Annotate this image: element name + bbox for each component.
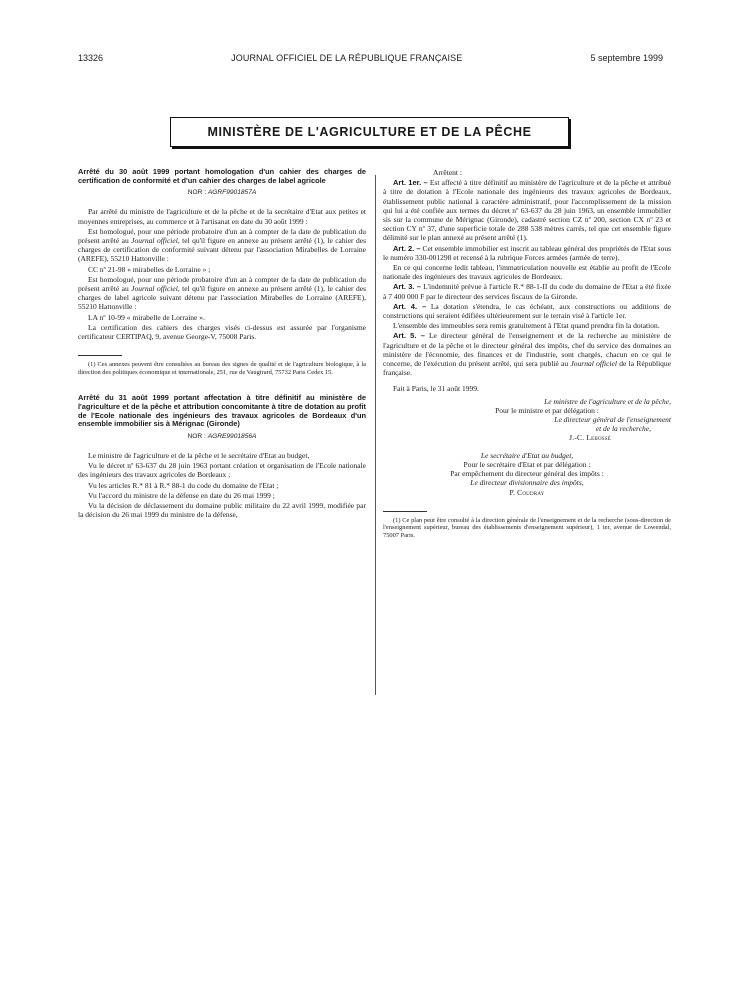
journal-officiel-ref: Journal officiel	[570, 359, 617, 369]
signature-block-minister	[383, 397, 671, 443]
page-number: 13326	[78, 53, 104, 63]
article-2: Art. 2. – Cet ensemble immobilier est inscrit au tableau général des propriétés de l'Etat sous le numéro 330-001298 et recensé à la rubrique Forces armées (armée de terre).	[383, 243, 671, 262]
footnote-rule	[383, 511, 427, 512]
ministry-heading	[170, 117, 569, 147]
article-1: Art. 1er. – Est affecté à titre définitif au ministère de l'agriculture et de la pêche et attribué à titre de dotation à l'Ecole nationale des ingénieurs des travaux agricoles de Bordeaux, établissement public national à caractère administratif, pour l'accomplissement de la mission qui lui a été confiée aux termes du décret nº 63-637 du 28 juin 1963, un ensemble immobilier sis sur la commune de Mérignac (Gironde), cadastré section CZ nº 200, section CX nº 23 et section CY nº 37, d'une superficie totale de 288 538 mètres carrés, tel que cet ensemble figure délimité sur le plan annexé au présent arrêté (1).	[383, 178, 672, 243]
signatory-name: J.-C. Lebossé	[569, 433, 611, 443]
arrete2-nor	[78, 432, 366, 441]
arrete1-nor	[78, 188, 366, 197]
article-2-continued: En ce qui concerne ledit tableau, l'immatriculation nouvelle est établie au profit de l'Ecole nationale des ingénieurs des travaux agricoles de Bordeaux.	[383, 263, 671, 282]
arrete1-paragraph: LA nº 10-99 « mirabelle de Lorraine ».	[88, 312, 205, 322]
arrete1-paragraph: Est homologué, pour une période probatoire d'un an à compter de la date de publication du présent arrêté au Journal officiel, tel qu'il figure en annexe au présent arrêté (1), le cahier des charges de certification de conformité suivant détenu par l'association Mirabelles de Lorraine (AREFE), 55210 Hattonville :	[78, 226, 366, 264]
article-label: Art. 3. –	[393, 282, 421, 292]
article-3: Art. 3. – L'indemnité prévue à l'article R.* 88-1-II du code du domaine de l'Etat a été fixée à 7 400 000 F par le directeur des services fiscaux de la Gironde.	[383, 282, 671, 301]
arrete1-paragraph: CC nº 21-98 « mirabelles de Lorraine » ;	[88, 264, 211, 274]
article-label: Art. 5. –	[393, 331, 425, 341]
nor-code: AGRF9901857A	[207, 189, 257, 197]
nor-code: AGRE9901856A	[207, 432, 257, 440]
article-label: Art. 1er. –	[393, 178, 428, 188]
signatory-empechement: Par empêchement du directeur général des impôts :	[450, 469, 604, 479]
right-column	[383, 168, 671, 539]
publication-date: 5 septembre 1999	[590, 53, 663, 63]
journal-officiel-ref: Journal officiel	[131, 236, 178, 245]
journal-officiel-ref: Journal officiel	[131, 284, 178, 294]
left-column	[78, 168, 366, 520]
arrete1-footnote: (1) Ces annexes peuvent être consultées au bureau des signes de qualité et de l'agriculture biologique, à la direction des politiques économique et internationale, 251, rue de Vaugirard, 75732 Paris Cedex 15.	[78, 361, 366, 376]
article-4-continued: L'ensemble des immeubles sera remis gratuitement à l'Etat quand prendra fin la dotation.	[393, 321, 660, 331]
arrete1-paragraph: La certification des cahiers des charges visés ci-dessus est assurée par l'organisme certificateur CERTIPAQ, 9, avenue George-V, 75008 Paris.	[78, 322, 366, 342]
article-4: Art. 4. – La dotation s'étendra, le cas échéant, aux constructions ou additions de constructions qui seraient édifiées ultérieurement sur le terrain visé à l'article 1er.	[383, 301, 671, 321]
right-footnote: (1) Ce plan peut être consulté à la direction générale de l'enseignement et de la recherche (sous-direction de l'enseignement supérieur, bureau des établissements d'enseignement supérieur), 1 ter, avenue de Lowendal, 75007 Paris.	[383, 516, 671, 539]
signatory-name: P. Coudray	[509, 487, 545, 497]
signatory-title: Le directeur général de l'enseignement	[554, 415, 671, 425]
arrete2-paragraph: Vu l'accord du ministre de la défense en date du 26 mai 1999 ;	[88, 490, 275, 500]
article-label: Art. 2. –	[393, 243, 421, 253]
article-label: Art. 4. –	[393, 301, 427, 311]
arretent: Arrêtent :	[433, 168, 462, 177]
signatory-title: et de la recherche,	[595, 424, 651, 434]
signatory-role: Le ministre de l'agriculture et de la pêche,	[544, 396, 671, 406]
column-divider	[375, 175, 376, 695]
signatory-delegation: Pour le ministre et par délégation :	[495, 405, 599, 415]
signatory-delegation: Pour le secrétaire d'Etat et par délégation :	[463, 459, 591, 469]
nor-label: NOR :	[187, 432, 206, 440]
ministry-title: MINISTÈRE DE L'AGRICULTURE ET DE LA PÊCHE	[207, 125, 532, 139]
signatory-title: Le directeur divisionnaire des impôts,	[470, 478, 584, 488]
nor-label: NOR :	[187, 189, 207, 197]
fait-a-paris: Fait à Paris, le 31 août 1999.	[393, 384, 479, 394]
arrete2-paragraph: Vu la décision de déclassement du domaine public militaire du 22 avril 1999, modifiée par la décision du 26 mai 1999 du ministre de la défense,	[78, 501, 366, 520]
journal-title: JOURNAL OFFICIEL DE LA RÉPUBLIQUE FRANÇAISE	[231, 53, 463, 63]
signature-block-budget	[383, 451, 671, 497]
article-5: Art. 5. – Le directeur général de l'enseignement et de la recherche au ministère de l'agriculture et de la pêche et le directeur général des impôts, chef du service des domaines au ministère de l'économie, des finances et de l'industrie, sont chargés, chacun en ce qui le concerne, de l'exécution du présent arrêté, qui sera publié au Journal officiel de la République française.	[383, 331, 672, 378]
arrete2-paragraph: Le ministre de l'agriculture et de la pêche et le secrétaire d'Etat au budget,	[88, 451, 310, 460]
arrete1-title: Arrêté du 30 août 1999 portant homologation d'un cahier des charges de certification de conformité et d'un cahier des charges de label agricole	[78, 167, 366, 185]
arrete2-title: Arrêté du 31 août 1999 portant affectation à titre définitif au ministère de l'agriculture et de la pêche et attribution concomitante à titre de dotation au profit de l'Ecole nationale des ingénieurs des travaux agricoles de Bordeaux d'un ensemble immobilier sis à Mérignac (Gironde)	[78, 393, 366, 429]
arrete1-paragraph: Est homologué, pour une période probatoire d'un an à compter de la date de publication du présent arrêté au Journal officiel, tel qu'il figure en annexe au présent arrêté (1), le cahier des charges de label agricole suivant détenu par l'association Mirabelles de Lorraine (AREFE), 55210 Hattonville :	[78, 274, 366, 312]
arrete2-paragraph: Vu les articles R.* 81 à R.* 88-1 du code du domaine de l'Etat ;	[88, 480, 279, 490]
signatory-role: Le secrétaire d'Etat au budget,	[480, 450, 574, 460]
page-header	[78, 53, 663, 63]
arrete1-paragraph: Par arrêté du ministre de l'agriculture et de la pêche et de la secrétaire d'Etat aux petites et moyennes entreprises, au commerce et à l'artisanat en date du 30 août 1999 :	[78, 207, 366, 226]
arrete2-paragraph: Vu le décret nº 63-637 du 28 juin 1963 portant création et organisation de l'Ecole nationale des ingénieurs des travaux agricoles de Bordeaux ;	[78, 461, 366, 480]
footnote-rule	[78, 355, 122, 356]
